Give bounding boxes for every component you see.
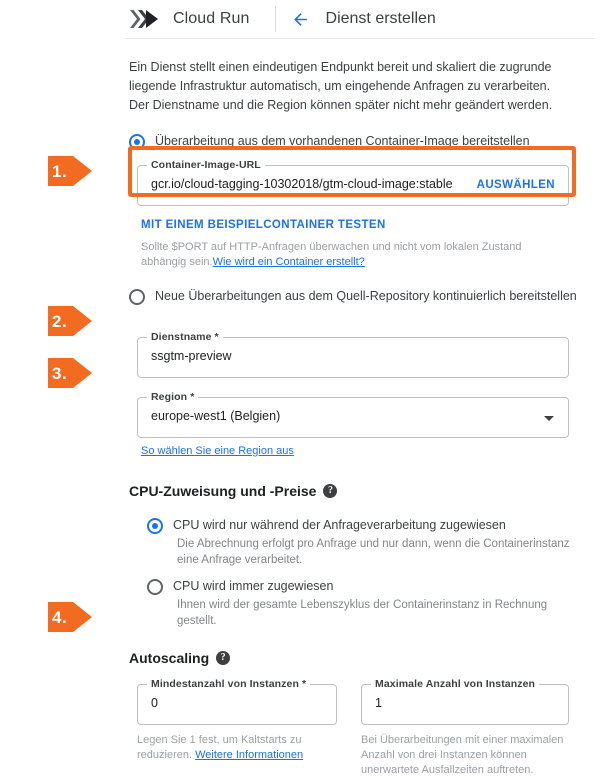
radio-indicator[interactable] — [147, 518, 163, 534]
annotation-marker-1-label: 1. — [52, 161, 68, 181]
header-divider — [275, 6, 276, 32]
min-instances-field[interactable] — [137, 678, 337, 725]
annotation-marker-2-label: 2. — [52, 311, 68, 331]
region-value: europe-west1 (Belgien) — [151, 409, 281, 423]
radio-cpu-always-label: CPU wird immer zugewiesen — [173, 579, 334, 593]
annotation-marker-4-label: 4. — [52, 607, 68, 627]
chevron-down-icon[interactable] — [544, 416, 554, 421]
region-select[interactable] — [137, 391, 569, 438]
container-helper-text — [141, 240, 541, 270]
min-instances-input[interactable]: 0 — [151, 696, 158, 710]
radio-deploy-continuous-label: Neue Überarbeitungen aus dem Quell-Repository kontinuierlich bereitstellen — [155, 289, 577, 303]
max-instances-legend: Maximale Anzahl von Instanzen — [371, 678, 539, 690]
radio-deploy-existing-image-label: Überarbeitung aus dem vorhandenen Container-Image bereitstellen — [155, 134, 530, 148]
annotation-marker-1-arrowhead-icon — [73, 156, 92, 186]
min-instances-helper-link[interactable]: Weitere Informationen — [195, 749, 304, 761]
radio-indicator[interactable] — [129, 134, 145, 150]
radio-deploy-existing-image[interactable] — [129, 133, 595, 150]
min-instances-legend: Mindestanzahl von Instanzen * — [147, 678, 310, 690]
cpu-section-title — [129, 483, 595, 499]
intro-text: Ein Dienst stellt einen eindeutigen Endpunkt bereit und skaliert die zugrunde liegende Infrastruktur automatisch, um eingehende Anfragen zu verarbeiten. Der Dienstname und die Region können später nicht mehr geändert werden. — [129, 60, 553, 112]
min-instances-helper — [137, 733, 337, 763]
radio-cpu-request-only[interactable] — [147, 517, 595, 534]
annotation-marker-4-bar — [48, 602, 73, 632]
region-help-link[interactable]: So wählen Sie eine Region aus — [141, 445, 294, 457]
max-instances-group — [361, 678, 569, 778]
max-instances-helper: Bei Überarbeitungen mit einer maximalen Anzahl von drei Instanzen können unerwartete Ausfallzeiten auftreten. — [361, 734, 564, 776]
annotation-marker-1 — [48, 156, 92, 186]
annotation-marker-1-bar — [48, 156, 73, 186]
annotation-marker-4 — [48, 602, 92, 632]
annotation-marker-2 — [48, 306, 92, 336]
help-icon[interactable]: ? — [323, 484, 337, 498]
service-name-field[interactable] — [137, 331, 569, 378]
min-instances-group — [137, 678, 337, 778]
app-header — [125, 0, 595, 39]
annotation-marker-3-bar — [48, 358, 73, 388]
container-image-url-value: gcr.io/cloud-tagging-10302018/gtm-cloud-image:stable — [151, 177, 453, 191]
autoscaling-fields-row — [137, 678, 595, 778]
service-name-legend: Dienstname * — [147, 331, 223, 343]
cpu-section-title-text: CPU-Zuweisung und -Preise — [129, 483, 317, 499]
cloud-run-logo-icon — [129, 6, 163, 32]
radio-cpu-request-only-description: Die Abrechnung erfolgt pro Anfrage und nur dann, wenn die Containerinstanz eine Anfrage verarbeitet. — [177, 538, 570, 566]
radio-deploy-continuous[interactable] — [129, 288, 595, 305]
radio-cpu-request-only-label: CPU wird nur während der Anfrageverarbeitung zugewiesen — [173, 518, 506, 532]
autoscaling-section-title-text: Autoscaling — [129, 650, 210, 666]
container-image-url-field[interactable] — [137, 159, 569, 206]
min-instances-helper-text: Legen Sie 1 fest, um Kaltstarts zu reduzieren. — [137, 734, 302, 761]
annotation-marker-3-arrowhead-icon — [73, 358, 92, 388]
max-instances-input[interactable]: 1 — [375, 696, 382, 710]
annotation-marker-2-arrowhead-icon — [73, 306, 92, 336]
annotation-marker-3 — [48, 358, 92, 388]
page-title: Dienst erstellen — [325, 10, 436, 27]
product-title: Cloud Run — [173, 10, 250, 27]
annotation-marker-3-label: 3. — [52, 363, 68, 383]
radio-indicator[interactable] — [147, 579, 163, 595]
max-instances-field[interactable] — [361, 678, 569, 725]
radio-indicator[interactable] — [129, 289, 145, 305]
annotation-marker-2-bar — [48, 306, 73, 336]
container-helper-link[interactable]: Wie wird ein Container erstellt? — [212, 256, 365, 268]
test-sample-container-button[interactable]: MIT EINEM BEISPIELCONTAINER TESTEN — [141, 219, 386, 231]
container-helper-sentence: Sollte $PORT auf HTTP-Anfragen überwachen und nicht vom lokalen Zustand abhängig sein. — [141, 241, 522, 268]
service-name-input[interactable]: ssgtm-preview — [151, 349, 232, 363]
autoscaling-section-title — [129, 650, 595, 666]
annotation-marker-4-arrowhead-icon — [73, 602, 92, 632]
container-image-url-legend: Container-Image-URL — [147, 159, 265, 171]
radio-cpu-always[interactable] — [147, 578, 595, 595]
radio-cpu-always-description: Ihnen wird der gesamte Lebenszyklus der Containerinstanz in Rechnung gestellt. — [177, 599, 548, 627]
back-arrow-icon[interactable] — [286, 4, 316, 34]
page-content — [125, 39, 595, 778]
help-icon[interactable]: ? — [216, 651, 230, 665]
select-image-button[interactable]: AUSWÄHLEN — [476, 179, 555, 191]
region-legend: Region * — [147, 391, 198, 403]
